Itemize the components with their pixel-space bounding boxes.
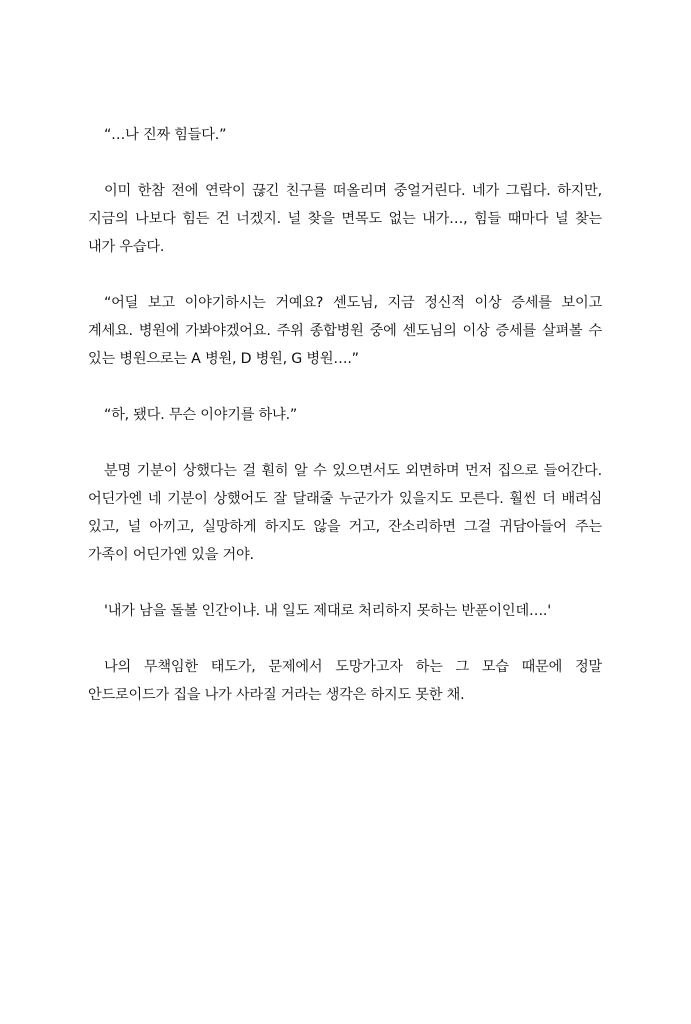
- paragraph-2: 이미 한참 전에 연락이 끊긴 친구를 떠올리며 중얼거린다. 네가 그립다. 하지만, 지금의 나보다 힘든 건 너겠지. 널 찾을 면목도 없는 내가…, 힘들 때마다 널 찾는 내가 우습다.: [88, 183, 602, 255]
- paragraph-4: “하, 됐다. 무슨 이야기를 하냐.”: [104, 407, 298, 423]
- paragraph-5: 분명 기분이 상했다는 걸 훤히 알 수 있으면서도 외면하며 먼저 집으로 들어간다. 어딘가엔 네 기분이 상했어도 잘 달래줄 누군가가 있을지도 모른다. 훨씬 더 배려심 있고, 널 아끼고, 실망하게 하지도 않을 거고, 잔소리하면 그걸 귀담아들어 주는 가족이 어딘가엔 있을 거야.: [88, 463, 602, 563]
- paragraph-3: “어딜 보고 이야기하시는 거예요? 센도님, 지금 정신적 이상 증세를 보이고 계세요. 병원에 가봐야겠어요. 주위 종합병원 중에 센도님의 이상 증세를 살펴볼 수 있는 병원으로는 A 병원, D 병원, G 병원….”: [88, 295, 602, 367]
- story-text: [88, 121, 602, 709]
- paragraph-1: “…나 진짜 힘들다.”: [104, 127, 227, 143]
- paragraph-6: '내가 남을 돌볼 인간이냐. 내 일도 제대로 처리하지 못하는 반푼이인데….': [104, 603, 551, 619]
- paragraph-7: 나의 무책임한 태도가, 문제에서 도망가고자 하는 그 모습 때문에 정말 안드로이드가 집을 나가 사라질 거라는 생각은 하지도 못한 채.: [88, 659, 602, 703]
